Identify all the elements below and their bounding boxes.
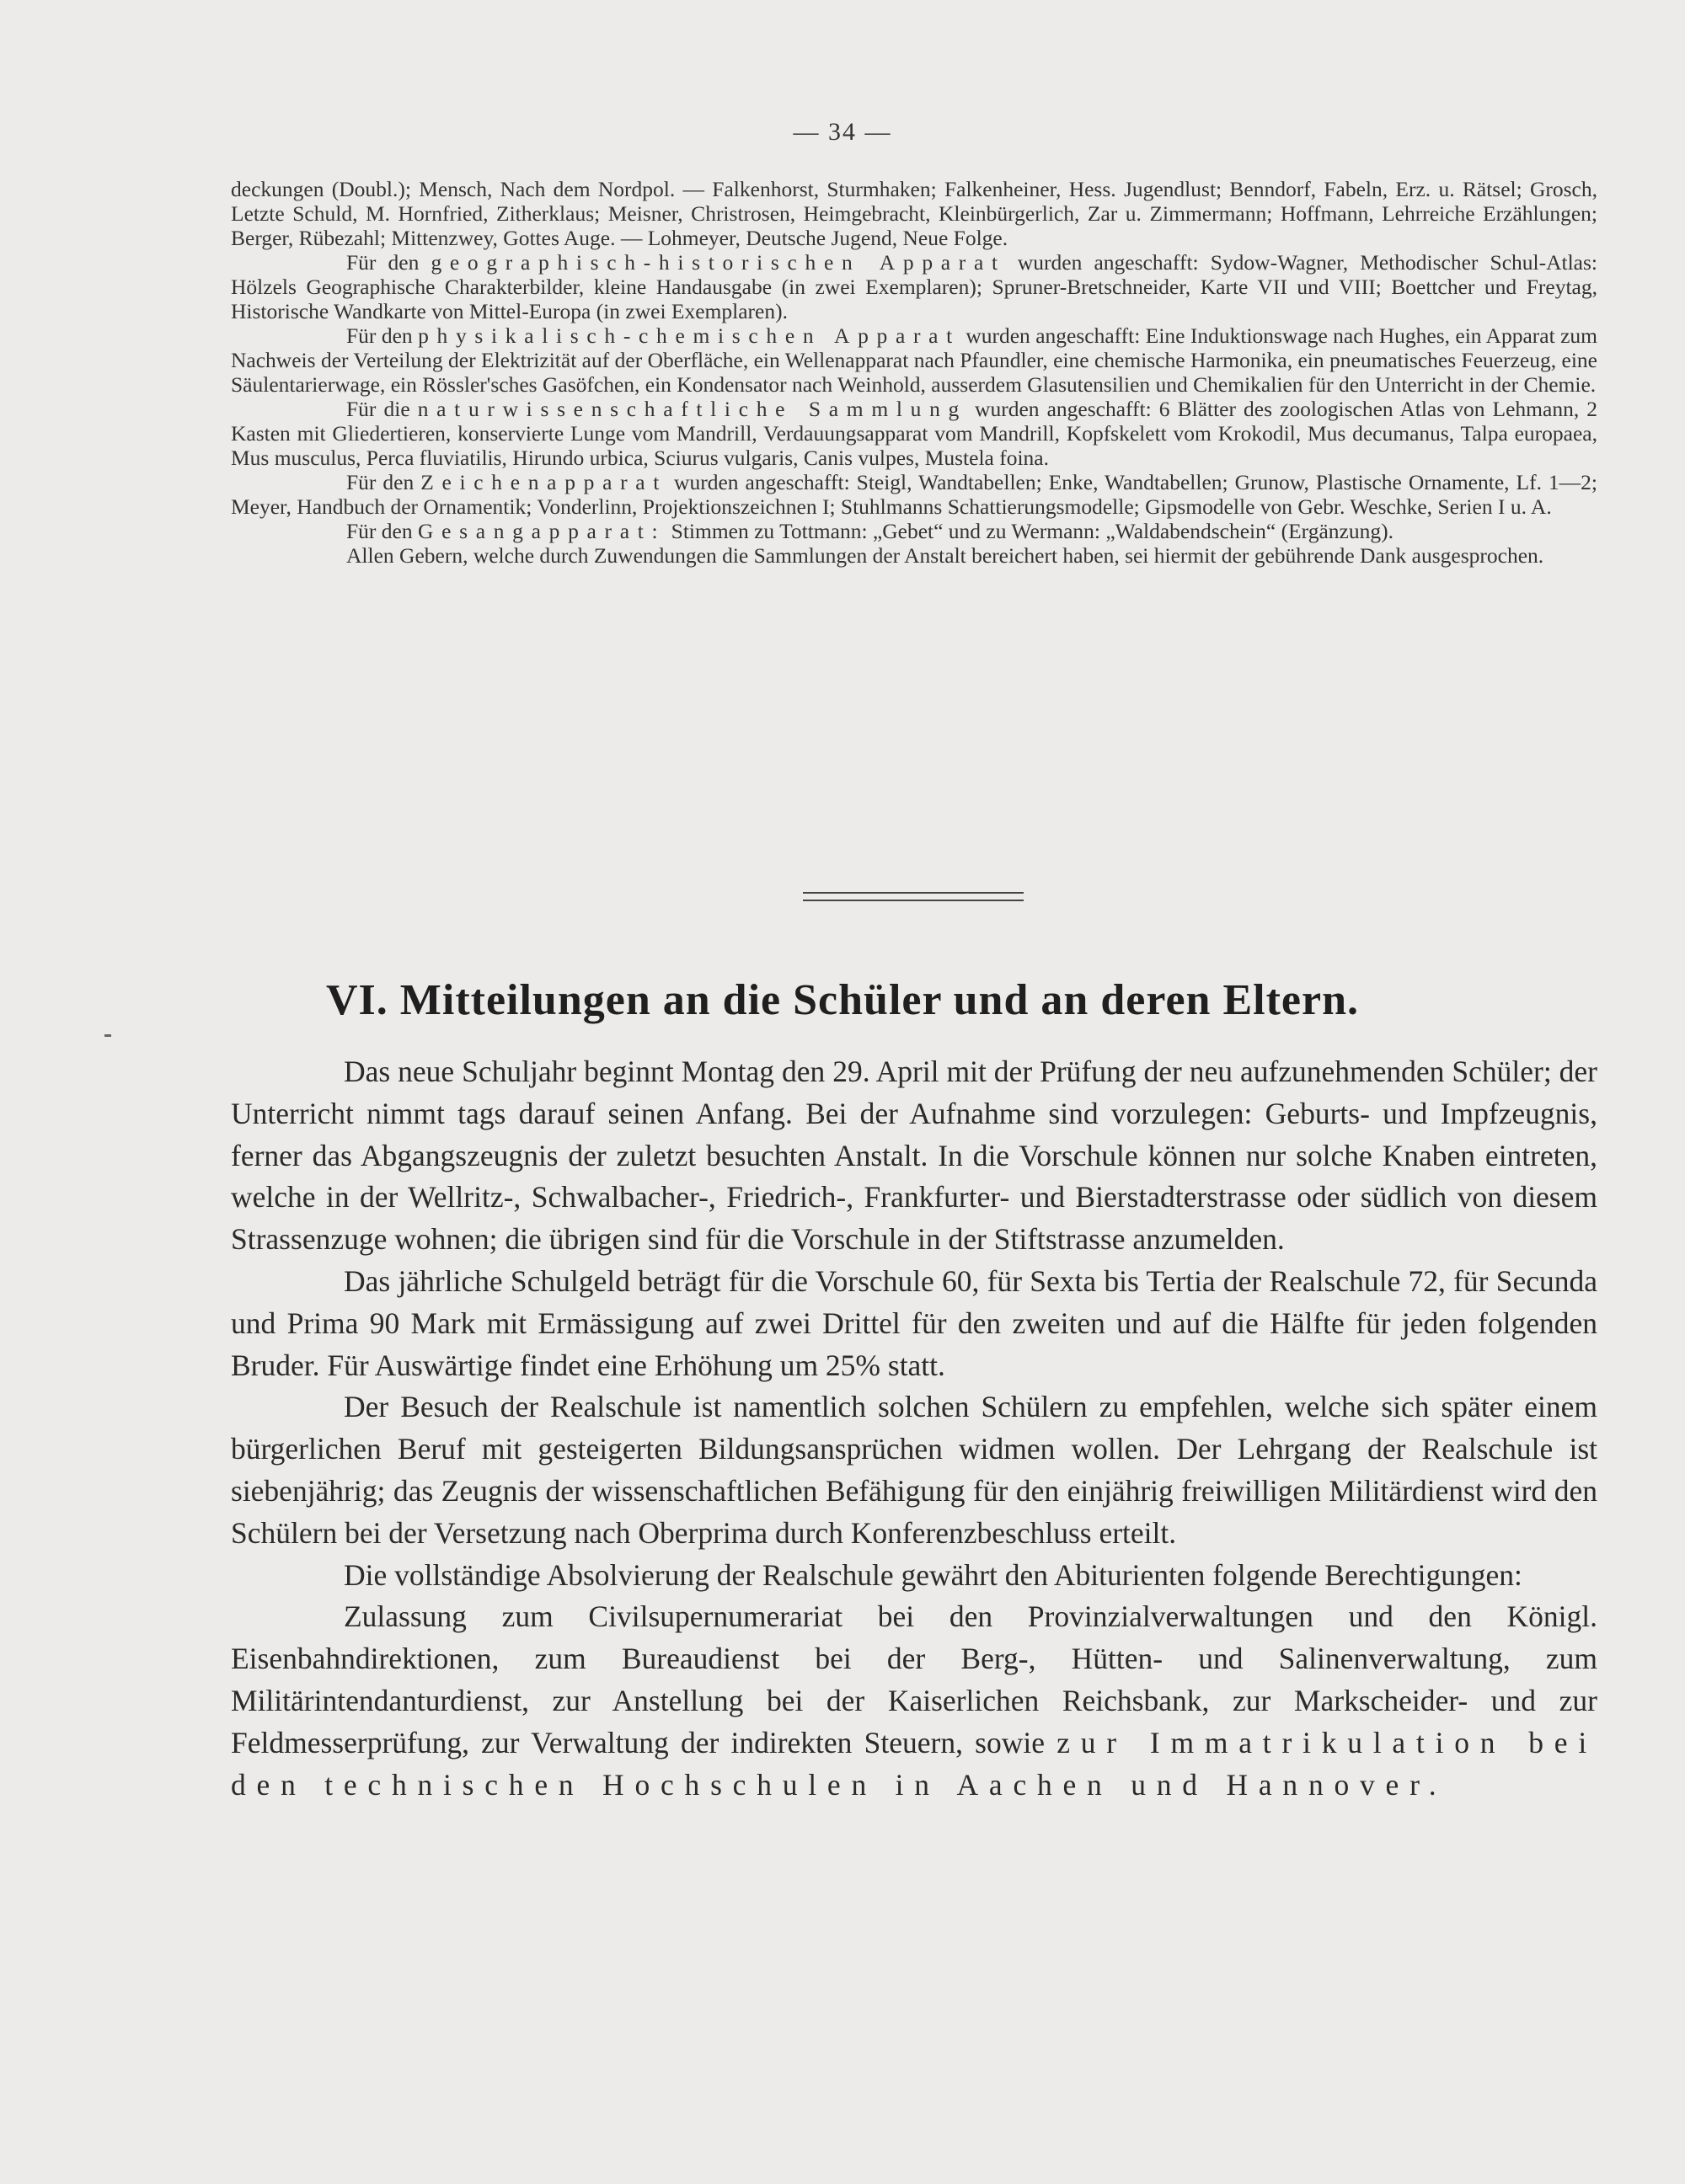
section-divider [803,892,1024,901]
paragraph-body: wurden angeschafft: Steigl, Wandtabellen; Enke, Wandtabellen; Grunow, Plastische Ornamente, Lf. 1—2; Meyer, Handbuch der Ornamentik; Vonderlinn, Projektionszeichnen I; Stuhlmanns Schattierungsmodelle; Gipsmodelle von Gebr. Weschke, Serien I u. A. [231,470,1598,519]
spaced-emphasis: zur Immatrikulation bei den technischen Hochschulen in Aachen und Hannover. [231,1725,1597,1802]
school-year-paragraph: Das neue Schuljahr beginnt Montag den 29. April mit der Prüfung der neu aufzunehmenden Schüler; der Unterricht nimmt tags darauf seinen Anfang. Bei der Aufnahme sind vorzulegen: Geburts- und Impfzeugnis, ferner das Abgangszeugnis der zuletzt besuchten Anstalt. In die Vorschule können nur solche Knaben eintreten, welche in der Wellritz-, Schwalbacher-, Friedrich-, Frankfurter- und Bierstadterstrasse oder südlich von diesem Strassenzuge wohnen; die übrigen sind für die Vorschule in der Stiftstrasse anzumelden. [231,1055,1597,1257]
paragraph-lead: Für den [346,250,420,275]
paragraph-lead: Für die [346,397,410,421]
tuition-paragraph: Das jährliche Schulgeld beträgt für die Vorschule 60, für Sexta bis Tertia der Realschule 72, für Secunda und Prima 90 Mark mit Ermässigung auf zwei Drittel für den zweiten und auf die Hälfte für jeden folgenden Bruder. Für Auswärtige findet eine Erhöhung um 25% statt. [231,1263,1597,1382]
paragraph-body: Stimmen zu Tottmann: „Gebet“ und zu Wermann: „Waldabendschein“ (Ergänzung). [671,519,1393,543]
margin-mark [104,1034,111,1037]
spaced-emphasis: physikalisch-chemischen Apparat [418,323,960,348]
library-continuation-paragraph: deckungen (Doubl.); Mensch, Nach dem Nordpol. — Falkenhorst, Sturmhaken; Falkenheiner, Hess. Jugendlust; Benndorf, Fabeln, Erz. u. Rätsel; Grosch, Letzte Schuld, M. Hornfried, Zitherklaus; Meisner, Christrosen, Heimgebracht, Kleinbürgerlich, Zar u. Zimmermann; Hoffmann, Lehrreiche Erzählungen; Berger, Rübezahl; Mittenzwey, Gottes Auge. — Lohmeyer, Deutsche Jugend, Neue Folge. [231,177,1597,250]
section-heading: VI. Mitteilungen an die Schüler und an deren Eltern. [326,976,1359,1024]
paragraph-lead: Für den [346,323,413,348]
realschule-paragraph: Der Besuch der Realschule ist namentlich solchen Schülern zu empfehlen, welche sich später einem bürgerlichen Beruf mit gesteigerten Bildungsansprüchen widmen wollen. Der Lehrgang der Realschule ist siebenjährig; das Zeugnis der wissenschaftlichen Befähigung für den einjährig freiwilligen Militärdienst wird den Schülern bei der Versetzung nach Oberprima durch Konferenzbeschluss erteilt. [231,1390,1597,1550]
school-information-section [231,1051,1597,1806]
paragraph-body: Zulassung zum Civilsupernumerariat bei den Provinzialverwaltungen und den Königl. Eisenbahndirektionen, zum Bureaudienst bei der Berg-, Hütten- und Salinenverwaltung, zum Militärintendanturdienst, zur Anstellung bei der Kaiserlichen Reichsbank, zur Markscheider- und zur Feldmesserprüfung, zur Verwaltung der indirekten Steuern, sowie [231,1599,1597,1759]
natural-science-paragraph [231,397,1597,470]
paragraph-body: wurden angeschafft: 6 Blätter des zoologischen Atlas von Lehmann, 2 Kasten mit Gliedertieren, konservierte Lunge vom Mandrill, Verdauungsapparat vom Mandrill, Kopfskelett vom Krokodil, Mus decumanus, Talpa europaea, Mus musculus, Perca fluviatilis, Hirundo urbica, Sciurus vulgaris, Canis vulpes, Mustela foina. [231,397,1598,470]
paragraph-lead: Für den [346,519,413,543]
paragraph-lead: Für den [346,470,415,494]
paragraph-body: wurden angeschafft: Eine Induktionswage nach Hughes, ein Apparat zum Nachweis der Verteilung der Elektrizität auf der Oberfläche, ein Wellenapparat nach Pfaundler, eine chemische Harmonika, ein pneumatisches Feuerzeug, eine Säulentarierwage, ein Rössler'sches Gasöfchen, ein Kondensator nach Weinhold, ausserdem Glasutensilien und Chemikalien für den Unterricht in der Chemie. [231,323,1597,397]
entitlements-intro-paragraph: Die vollständige Absolvierung der Realschule gewährt den Abiturienten folgende Berechtigungen: [344,1557,1522,1592]
spaced-emphasis: Gesangapparat: [418,519,666,543]
paragraph-body: wurden angeschafft: Sydow-Wagner, Methodischer Schul-Atlas: Hölzels Geographische Charakterbilder, kleine Handausgabe (in zwei Exemplaren); Spruner-Bretschneider, Karte VII und VIII; Boettcher und Freytag, Historische Wandkarte von Mittel-Europa (in zwei Exemplaren). [231,250,1598,323]
entitlements-paragraph [231,1596,1597,1806]
thanks-paragraph: Allen Gebern, welche durch Zuwendungen die Sammlungen der Anstalt bereichert haben, sei hiermit der gebührende Dank ausgesprochen. [346,543,1544,568]
spaced-emphasis: geographisch-historischen Apparat [431,250,1006,275]
spaced-emphasis: Zeichenapparat [420,470,668,494]
page-number: — 34 — [793,118,892,146]
geography-apparatus-paragraph [231,250,1597,323]
singing-apparatus-paragraph [231,519,1597,543]
physics-chemistry-paragraph [231,323,1597,397]
drawing-apparatus-paragraph [231,470,1597,519]
spaced-emphasis: naturwissenschaftliche Sammlung [417,397,967,421]
acquisitions-section [231,177,1597,568]
